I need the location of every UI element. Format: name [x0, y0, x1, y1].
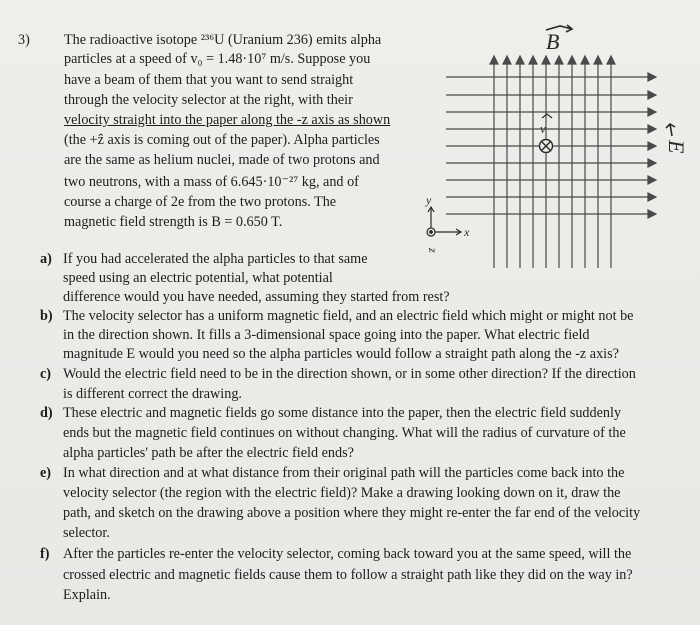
axis-y-label: y — [426, 193, 432, 207]
axis-z-label: z — [426, 248, 440, 253]
intro-line-6: (the +ẑ axis is coming out of the paper). Alpha particles — [64, 132, 380, 148]
part-a-line-3: difference would you have needed, assuming they started from rest? — [63, 289, 450, 305]
svg-text:v: v — [540, 121, 546, 136]
magnetic-field-lines — [490, 56, 615, 268]
intro-line-10: magnetic field strength is B = 0.650 T. — [64, 214, 283, 230]
part-d-line-1: These electric and magnetic fields go some distance into the paper, then the electric field suddenly — [63, 405, 622, 421]
particle-into-page-icon — [540, 140, 553, 153]
intro-line-8: two neutrons, with a mass of 6.645·10⁻²⁷ kg, and of — [64, 174, 359, 190]
e-field-label — [664, 124, 689, 154]
problem-number: 3) — [18, 32, 30, 48]
part-e-line-4: selector. — [63, 525, 110, 541]
intro-line-4: through the velocity selector at the right, with their — [64, 92, 353, 108]
intro-line-3: have a beam of them that you want to send straight — [64, 72, 354, 88]
axis-x-label: x — [464, 225, 470, 239]
part-d-line-3: alpha particles' path be after the electric field ends? — [63, 445, 354, 461]
part-a-line-2: speed using an electric potential, what potential — [63, 270, 333, 286]
part-b-line-2: in the direction shown. It fills a 3-dimensional space going into the paper. What electric field — [63, 327, 590, 343]
svg-text:B: B — [546, 29, 560, 54]
part-e-line-1: In what direction and at what distance from their original path will the particles come back into the — [63, 465, 625, 481]
svg-text:E: E — [664, 140, 689, 154]
part-c-label: c) — [40, 366, 52, 382]
part-f-line-3: Explain. — [63, 587, 111, 603]
part-c-line-2: is different correct the drawing. — [63, 386, 242, 402]
part-f-line-1: After the particles re-enter the velocity selector, coming back toward you at the same speed, will the — [63, 546, 632, 562]
intro-line-2: particles at a speed of v₀ = 1.48·10⁷ m/s. Suppose you — [64, 51, 371, 67]
part-b-label: b) — [40, 308, 53, 324]
part-e-label: e) — [40, 465, 52, 481]
intro-line-7: are the same as helium nuclei, made of two protons and — [64, 152, 380, 168]
part-c-line-1: Would the electric field need to be in the direction shown, or in some other direction? If the direction — [63, 366, 636, 382]
part-d-label: d) — [40, 405, 53, 421]
part-d-line-2: ends but the magnetic field continues on without changing. What will the radius of curvature of the — [63, 425, 626, 441]
intro-line-9: course a charge of 2e from the two protons. The — [64, 194, 337, 210]
coordinate-axes — [427, 207, 461, 236]
part-b-line-3: magnitude E would you need so the alpha particles would follow a straight path along the -z axis? — [63, 346, 619, 362]
part-a-label: a) — [40, 251, 52, 267]
part-e-line-3: path, and sketch on the drawing above a position where they might re-enter the far end of the velocity — [63, 505, 641, 521]
b-field-label — [546, 25, 572, 54]
part-f-label: f) — [40, 546, 50, 562]
part-b-line-1: The velocity selector has a uniform magnetic field, and an electric field which might or might not be — [63, 308, 634, 324]
part-a-line-1: If you had accelerated the alpha particles to that same — [63, 251, 368, 267]
velocity-label — [540, 121, 546, 136]
part-e-line-2: velocity selector (the region with the electric field)? Make a drawing looking down on it, draw the — [63, 485, 621, 501]
part-f-line-2: crossed electric and magnetic fields cause them to follow a straight path like they did on the way in? — [63, 567, 633, 583]
intro-line-5: velocity straight into the paper along the -z axis as shown — [64, 112, 391, 128]
intro-line-1: The radioactive isotope ²³⁶U (Uranium 236) emits alpha — [64, 32, 382, 48]
